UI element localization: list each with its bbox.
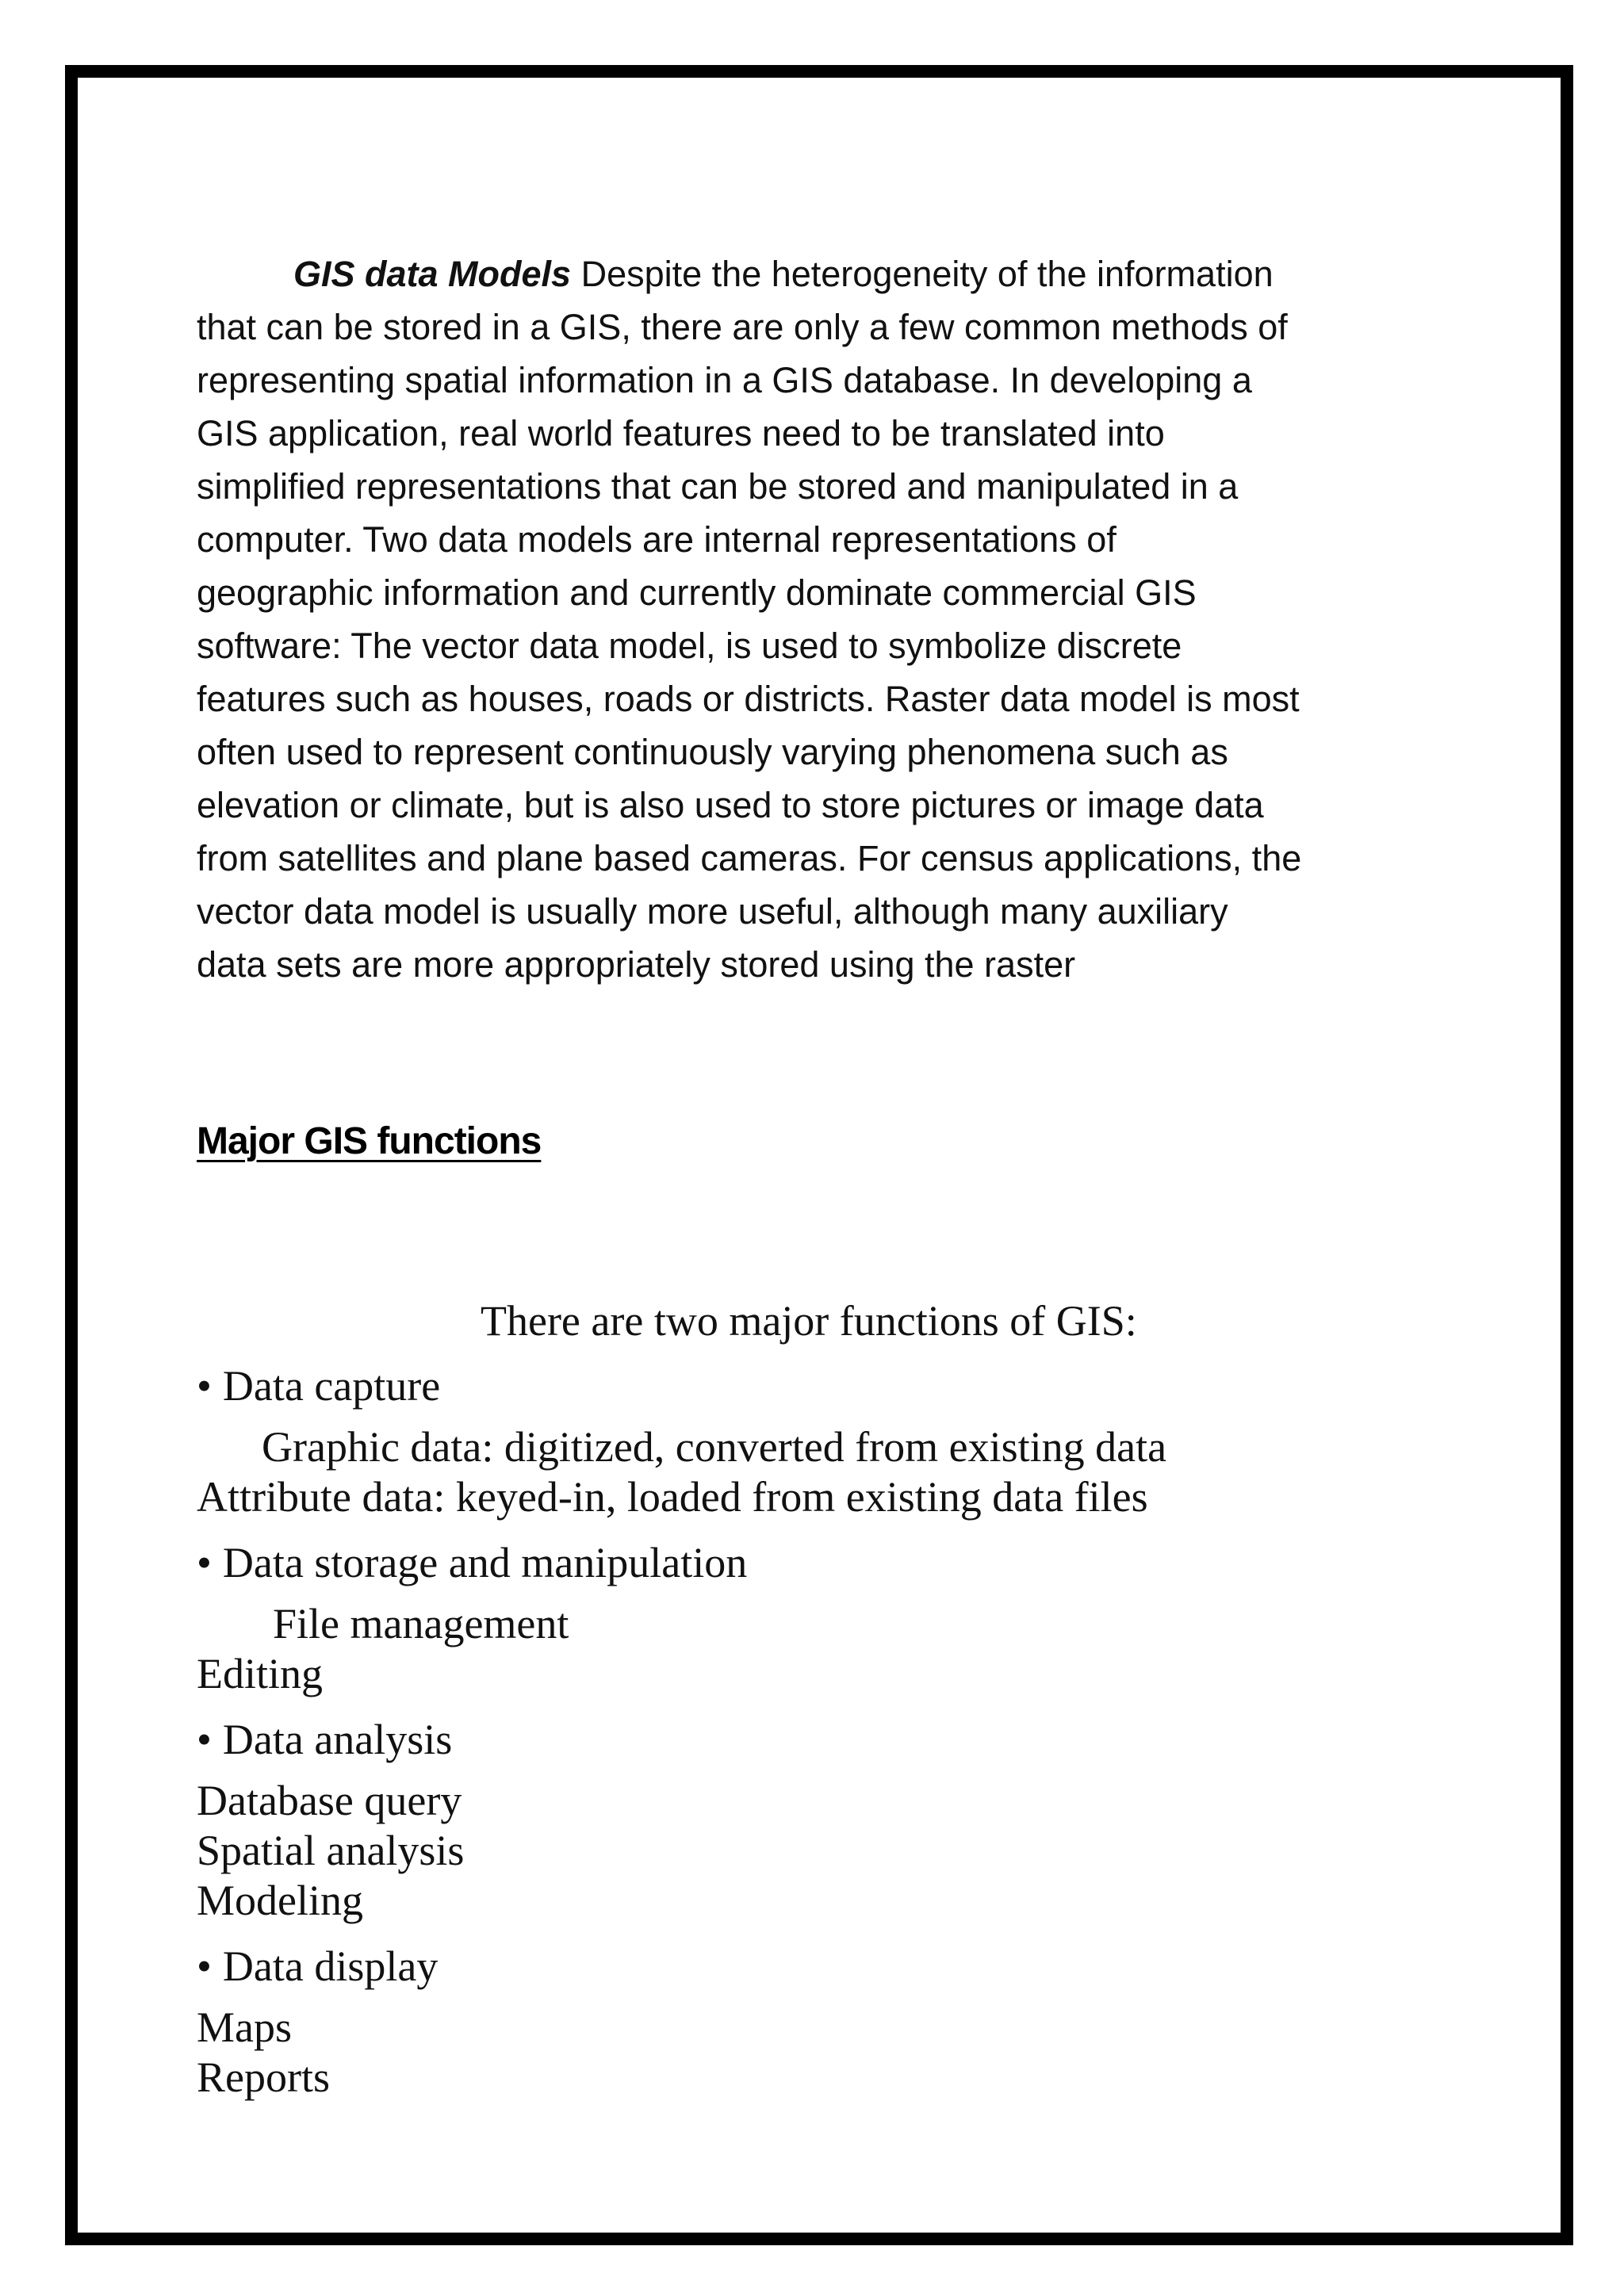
intro-line: often used to represent continuously varying phenomena such as bbox=[197, 732, 1228, 772]
intro-paragraph bbox=[197, 247, 1434, 991]
list-item: Attribute data: keyed-in, loaded from existing data files bbox=[197, 1473, 1148, 1521]
bullet-icon: • bbox=[197, 1362, 212, 1410]
intro-line: representing spatial information in a GIS database. In developing a bbox=[197, 360, 1252, 400]
intro-paragraph-block bbox=[197, 247, 1434, 991]
intro-line: data sets are more appropriately stored using the raster bbox=[197, 944, 1076, 985]
bullet-title: Data display bbox=[222, 1942, 439, 1990]
list-item: Editing bbox=[197, 1650, 323, 1697]
intro-line bbox=[197, 247, 1434, 300]
intro-line: geographic information and currently dominate commercial GIS bbox=[197, 572, 1197, 613]
intro-lead: GIS data Models bbox=[293, 254, 572, 294]
list-item: Maps bbox=[197, 2003, 292, 2051]
bullet-data-capture bbox=[197, 1361, 440, 1410]
intro-line: vector data model is usually more useful, although many auxiliary bbox=[197, 891, 1228, 932]
bullet-title: Data capture bbox=[222, 1362, 441, 1410]
bullet-data-analysis bbox=[197, 1715, 452, 1764]
intro-line: simplified representations that can be stored and manipulated in a bbox=[197, 466, 1239, 507]
list-item: Database query bbox=[197, 1777, 462, 1824]
bullet-title: Data analysis bbox=[222, 1716, 453, 1763]
intro-line: features such as houses, roads or districts. Raster data model is most bbox=[197, 679, 1300, 719]
intro-line: software: The vector data model, is used to symbolize discrete bbox=[197, 626, 1182, 666]
list-item: Reports bbox=[197, 2053, 330, 2101]
bullet-icon: • bbox=[197, 1539, 212, 1586]
intro-line: computer. Two data models are internal representations of bbox=[197, 519, 1116, 560]
bullet-icon: • bbox=[197, 1942, 212, 1990]
intro-line: elevation or climate, but is also used to store pictures or image data bbox=[197, 785, 1264, 825]
functions-intro: There are two major functions of GIS: bbox=[481, 1297, 1137, 1345]
intro-line: from satellites and plane based cameras. For census applications, the bbox=[197, 838, 1302, 878]
bullet-title: Data storage and manipulation bbox=[222, 1539, 748, 1586]
section-heading: Major GIS functions bbox=[197, 1120, 542, 1162]
intro-line: that can be stored in a GIS, there are only a few common methods of bbox=[197, 307, 1288, 347]
list-item: Graphic data: digitized, converted from existing data bbox=[262, 1423, 1167, 1471]
intro-line-text: Despite the heterogeneity of the information bbox=[571, 254, 1274, 294]
intro-line: GIS application, real world features need to be translated into bbox=[197, 413, 1165, 453]
bullet-data-storage bbox=[197, 1538, 747, 1587]
bullet-icon: • bbox=[197, 1716, 212, 1763]
list-item: File management bbox=[273, 1600, 569, 1647]
bullet-data-display bbox=[197, 1942, 438, 1991]
list-item: Modeling bbox=[197, 1877, 363, 1924]
list-item: Spatial analysis bbox=[197, 1827, 465, 1874]
